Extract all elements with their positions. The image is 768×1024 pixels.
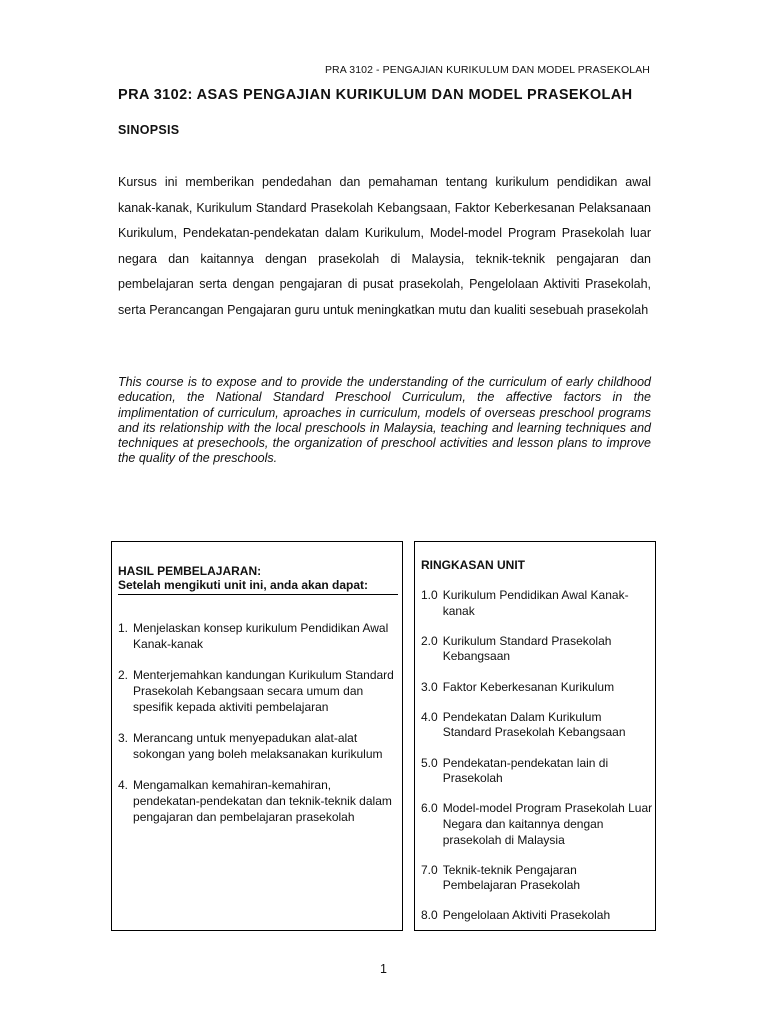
list-item [421, 588, 653, 619]
synopsis-malay: Kursus ini memberikan pendedahan dan pemahaman tentang kurikulum pendidikan awal kanak-kanak, Kurikulum Standard Prasekolah Kebangsaan, Faktor Keberkesanan Pelaksanaan Kurikulum, Pendekatan-pendekatan dalam Kurikulum, Model-model Program Prasekolah luar negara dan kaitannya dengan prasekolah di Malaysia, teknik-teknik pengajaran dan pembelajaran serta dengan pengajaran di pusat prasekolah, Pengelolaan Aktiviti Prasekolah, serta Perancangan Pengajaran guru untuk meningkatkan mutu dan kualiti sesebuah prasekolah [118, 175, 651, 317]
item-number: 2. [118, 668, 129, 682]
unit-summary-box [414, 541, 656, 931]
unit-title: Faktor Keberkesanan Kurikulum [442, 679, 615, 694]
unit-number: 7.0 [421, 862, 438, 877]
page-number: 1 [380, 962, 387, 976]
list-item [118, 667, 398, 715]
unit-number: 2.0 [421, 633, 438, 648]
learning-outcomes-subheading: Setelah mengikuti unit ini, anda akan dapat: [118, 578, 369, 592]
unit-title: Kurikulum Pendidikan Awal Kanak-kanak [442, 588, 629, 618]
synopsis-english: This course is to expose and to provide the understanding of the curriculum of early childhood education, the National Standard Preschool Curriculum, the affective factors in the implimentation of curriculum, aproaches in curriculum, models of overseas preschool programs and its relationship with the local preschools in Malaysia, teaching and learning techniques and techniques at presechools, the organization of preschool activities and lesson plans to improve the quality of the preschools. [118, 375, 651, 466]
unit-title: Model-model Program Prasekolah Luar Negara dan kaitannya dengan prasekolah di Malaysia [442, 801, 653, 847]
item-text: Mengamalkan kemahiran-kemahiran, pendekatan-pendekatan dan teknik-teknik dalam pengajaran dan pembelajaran prasekolah [133, 778, 392, 824]
unit-number: 4.0 [421, 709, 438, 724]
running-header: PRA 3102 - PENGAJIAN KURIKULUM DAN MODEL PRASEKOLAH [324, 64, 650, 76]
page-title: PRA 3102: ASAS PENGAJIAN KURIKULUM DAN MODEL PRASEKOLAH [118, 87, 633, 103]
list-item [421, 908, 653, 924]
learning-outcomes-box [111, 541, 403, 931]
unit-number: 1.0 [421, 588, 438, 602]
item-text: Merancang untuk menyepadukan alat-alat sokongan yang boleh melaksanakan kurikulum [133, 731, 383, 761]
learning-outcomes-list [118, 620, 398, 840]
list-item [421, 756, 653, 787]
unit-number: 8.0 [421, 908, 438, 923]
list-item [118, 730, 398, 762]
learning-outcomes-heading: HASIL PEMBELAJARAN: [118, 564, 262, 578]
list-item [421, 710, 653, 741]
item-text: Menterjemahkan kandungan Kurikulum Standard Prasekolah Kebangsaan secara umum dan spesifik kepada aktiviti pembelajaran [133, 668, 394, 714]
item-number: 4. [118, 778, 129, 792]
item-text: Menjelaskan konsep kurikulum Pendidikan Awal Kanak-kanak [133, 621, 389, 651]
unit-title: Kurikulum Standard Prasekolah Kebangsaan [442, 633, 612, 664]
list-item [421, 801, 653, 848]
unit-summary-heading: RINGKASAN UNIT [421, 558, 525, 572]
list-item [421, 634, 653, 665]
unit-title: Pengelolaan Aktiviti Prasekolah [442, 908, 611, 923]
list-item [118, 620, 398, 652]
item-number: 1. [118, 621, 129, 635]
unit-number: 6.0 [421, 801, 438, 816]
learning-outcomes-header [118, 564, 398, 595]
unit-summary-list [421, 588, 653, 939]
item-number: 3. [118, 731, 129, 745]
unit-number: 3.0 [421, 679, 438, 694]
unit-number: 5.0 [421, 755, 438, 770]
unit-title: Teknik-teknik Pengajaran Pembelajaran Prasekolah [442, 862, 581, 893]
list-item [421, 680, 653, 696]
unit-title: Pendekatan-pendekatan lain di Prasekolah [442, 755, 609, 786]
unit-title: Pendekatan Dalam Kurikulum Standard Prasekolah Kebangsaan [442, 709, 626, 740]
list-item [421, 863, 653, 894]
list-item [118, 777, 398, 825]
sinopsis-heading: SINOPSIS [118, 123, 180, 137]
